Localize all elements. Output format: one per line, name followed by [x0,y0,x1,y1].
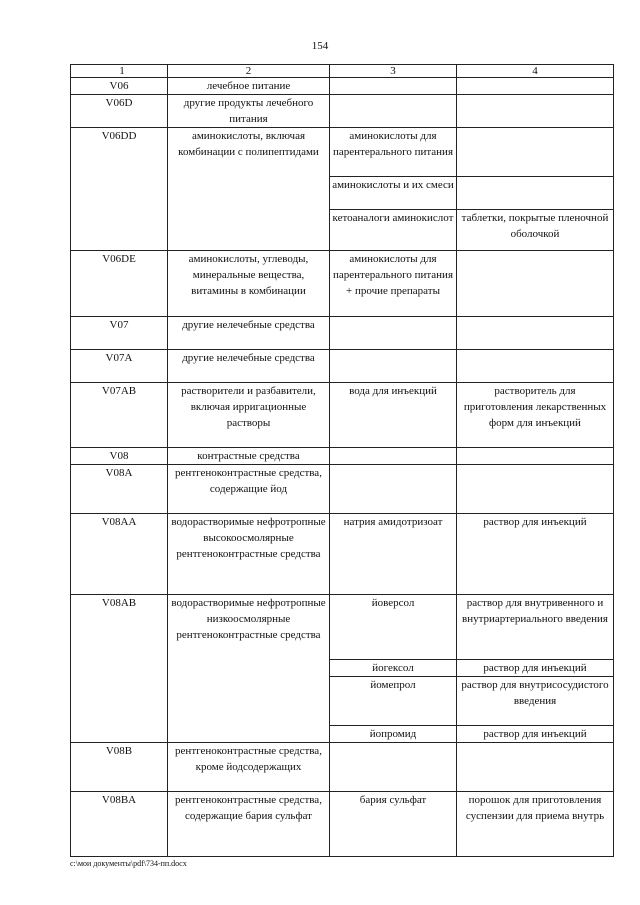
group-cell: растворители и разбавители, включая ирригационные растворы [168,383,330,448]
table-row [71,743,614,792]
drug-cell [330,465,457,514]
drug-cell: йопромид [330,726,457,743]
form-cell: порошок для приготовления суспензии для приема внутрь [457,792,614,857]
form-cell: раствор для внутривенного и внутриартериального введения [457,595,614,660]
drug-cell [330,350,457,383]
table-row [71,317,614,350]
atc-code-cell: V08AB [71,595,168,743]
form-cell [457,78,614,95]
atc-code-cell: V08A [71,465,168,514]
drug-cell: натрия амидотризоат [330,514,457,595]
group-cell: рентгеноконтрастные средства, содержащие йод [168,465,330,514]
form-cell [457,317,614,350]
drug-cell: йомепрол [330,677,457,726]
atc-code-cell: V08B [71,743,168,792]
group-cell: рентгеноконтрастные средства, кроме йодсодержащих [168,743,330,792]
table-row [71,514,614,595]
atc-code-cell: V06DE [71,251,168,317]
form-cell: раствор для внутрисосудистого введения [457,677,614,726]
atc-code-cell: V07 [71,317,168,350]
group-cell: другие продукты лечебного питания [168,95,330,128]
atc-code-cell: V06D [71,95,168,128]
form-cell: раствор для инъекций [457,514,614,595]
table-row [71,78,614,95]
page-number: 154 [311,40,329,52]
drug-cell: аминокислоты для парентерального питания + прочие препараты [330,251,457,317]
drug-classification-table [70,64,614,857]
form-cell: таблетки, покрытые пленочной оболочкой [457,210,614,251]
group-cell: другие нелечебные средства [168,317,330,350]
column-header-4: 4 [457,65,614,78]
file-path-footer: c:\мои документы\pdf\734-пп.docx [70,859,187,868]
form-cell [457,743,614,792]
form-cell [457,350,614,383]
table-row [71,383,614,448]
drug-cell: йогексол [330,660,457,677]
table-header-row [71,65,614,78]
drug-cell [330,317,457,350]
form-cell [457,448,614,465]
table-row [71,448,614,465]
column-header-3: 3 [330,65,457,78]
form-cell [457,465,614,514]
group-cell: аминокислоты, включая комбинации с полипептидами [168,128,330,251]
group-cell: аминокислоты, углеводы, минеральные вещества, витамины в комбинации [168,251,330,317]
drug-cell: аминокислоты для парентерального питания [330,128,457,177]
group-cell: контрастные средства [168,448,330,465]
atc-code-cell: V08BA [71,792,168,857]
drug-cell [330,95,457,128]
atc-code-cell: V06 [71,78,168,95]
group-cell: лечебное питание [168,78,330,95]
atc-code-cell: V07AB [71,383,168,448]
drug-cell: кетоаналоги аминокислот [330,210,457,251]
form-cell [457,128,614,177]
drug-cell [330,78,457,95]
group-cell: рентгеноконтрастные средства, содержащие бария сульфат [168,792,330,857]
drug-cell: аминокислоты и их смеси [330,177,457,210]
table-row [71,595,614,660]
form-cell [457,177,614,210]
drug-cell: йоверсол [330,595,457,660]
table-row [71,350,614,383]
column-header-2: 2 [168,65,330,78]
table-row [71,792,614,857]
table-row [71,95,614,128]
form-cell [457,251,614,317]
drug-cell: вода для инъекций [330,383,457,448]
form-cell [457,95,614,128]
form-cell: раствор для инъекций [457,726,614,743]
form-cell: раствор для инъекций [457,660,614,677]
drug-cell [330,743,457,792]
form-cell: растворитель для приготовления лекарственных форм для инъекций [457,383,614,448]
table-row [71,128,614,177]
drug-cell: бария сульфат [330,792,457,857]
atc-code-cell: V06DD [71,128,168,251]
table-row [71,465,614,514]
table-row [71,251,614,317]
atc-code-cell: V08AA [71,514,168,595]
atc-code-cell: V07A [71,350,168,383]
column-header-1: 1 [71,65,168,78]
group-cell: водорастворимые нефротропные низкоосмолярные рентгеноконтрастные средства [168,595,330,743]
drug-cell [330,448,457,465]
group-cell: другие нелечебные средства [168,350,330,383]
group-cell: водорастворимые нефротропные высокоосмолярные рентгеноконтрастные средства [168,514,330,595]
atc-code-cell: V08 [71,448,168,465]
